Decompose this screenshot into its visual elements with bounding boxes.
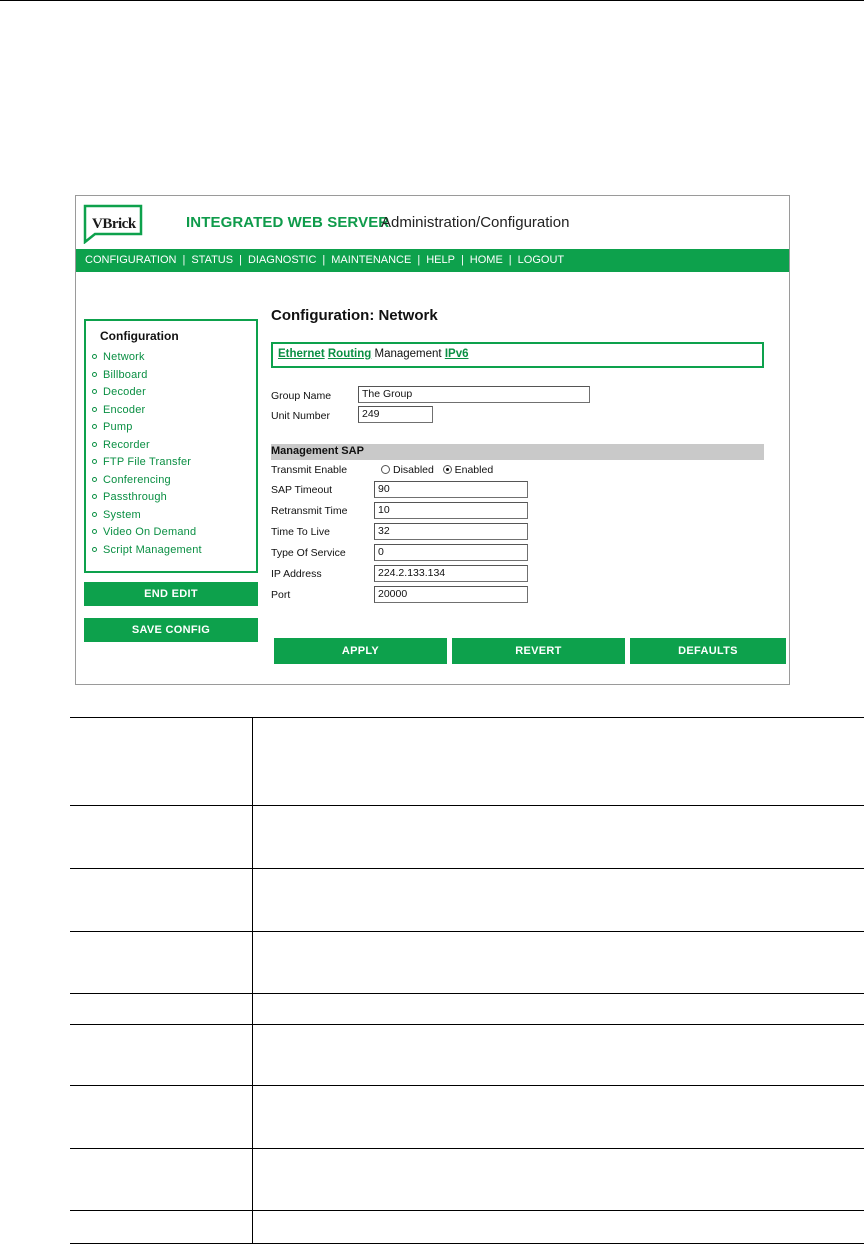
sidebar-title: Configuration <box>100 329 179 343</box>
nav-help[interactable]: HELP <box>426 254 455 266</box>
sidebar-item-pump[interactable]: Pump <box>92 421 202 439</box>
table-row <box>70 806 864 869</box>
sidebar-item-passthrough[interactable]: Passthrough <box>92 491 202 509</box>
sidebar-item-system[interactable]: System <box>92 509 202 527</box>
bullet-icon <box>92 424 97 429</box>
vbrick-logo <box>83 204 143 244</box>
table-row <box>70 994 864 1025</box>
transmit-enabled-option[interactable]: Enabled <box>443 464 494 476</box>
nav-maintenance[interactable]: MAINTENANCE <box>331 254 412 266</box>
app-subtitle: Administration/Configuration <box>381 214 570 231</box>
bullet-icon <box>92 494 97 499</box>
page-title: Configuration: Network <box>271 307 438 324</box>
radio-disabled[interactable] <box>381 465 390 474</box>
radio-enabled[interactable] <box>443 465 452 474</box>
port-label: Port <box>271 589 291 601</box>
transmit-enable-label: Transmit Enable <box>271 464 348 476</box>
logo-text: VBrick <box>92 216 136 232</box>
sidebar-item-ftp-file-transfer[interactable]: FTP File Transfer <box>92 456 202 474</box>
sap-timeout-label: SAP Timeout <box>271 484 333 496</box>
apply-button[interactable]: APPLY <box>274 638 447 664</box>
page-top-rule <box>0 0 864 1</box>
table-row <box>70 932 864 994</box>
defaults-button[interactable]: DEFAULTS <box>630 638 786 664</box>
tab-ipv6[interactable]: IPv6 <box>444 348 469 360</box>
bullet-icon <box>92 529 97 534</box>
config-sidebar <box>84 319 258 573</box>
sidebar-item-script-management[interactable]: Script Management <box>92 544 202 562</box>
sidebar-item-conferencing[interactable]: Conferencing <box>92 474 202 492</box>
retransmit-time-input[interactable]: 10 <box>374 502 528 519</box>
management-sap-header: Management SAP <box>271 444 764 460</box>
sidebar-item-video-on-demand[interactable]: Video On Demand <box>92 526 202 544</box>
config-tabs <box>271 342 764 368</box>
bullet-icon <box>92 407 97 412</box>
sidebar-item-recorder[interactable]: Recorder <box>92 439 202 457</box>
nav-status[interactable]: STATUS <box>191 254 234 266</box>
app-header <box>76 196 789 249</box>
nav-logout[interactable]: LOGOUT <box>517 254 565 266</box>
nav-home[interactable]: HOME <box>469 254 503 266</box>
retransmit-time-label: Retransmit Time <box>271 505 348 517</box>
table-row <box>70 718 864 806</box>
tab-ethernet[interactable]: Ethernet <box>278 348 325 360</box>
table-row <box>70 1086 864 1149</box>
transmit-enable-radio-group <box>381 464 493 476</box>
type-of-service-label: Type Of Service <box>271 547 346 559</box>
table-row <box>70 1211 864 1244</box>
group-name-input[interactable]: The Group <box>358 386 590 403</box>
save-config-button[interactable]: SAVE CONFIG <box>84 618 258 642</box>
table-row <box>70 1025 864 1086</box>
sidebar-item-encoder[interactable]: Encoder <box>92 404 202 422</box>
app-title: INTEGRATED WEB SERVER <box>186 214 390 231</box>
bullet-icon <box>92 459 97 464</box>
sidebar-item-billboard[interactable]: Billboard <box>92 369 202 387</box>
tab-routing[interactable]: Routing <box>327 348 372 360</box>
sidebar-item-decoder[interactable]: Decoder <box>92 386 202 404</box>
sidebar-menu <box>92 351 202 561</box>
unit-number-input[interactable]: 249 <box>358 406 433 423</box>
table-row <box>70 1149 864 1211</box>
nav-configuration[interactable]: CONFIGURATION <box>85 254 177 266</box>
unit-number-label: Unit Number <box>271 410 330 422</box>
transmit-disabled-option[interactable]: Disabled <box>381 464 434 476</box>
sidebar-item-network[interactable]: Network <box>92 351 202 369</box>
ip-address-label: IP Address <box>271 568 322 580</box>
time-to-live-input[interactable]: 32 <box>374 523 528 540</box>
bullet-icon <box>92 547 97 552</box>
time-to-live-label: Time To Live <box>271 526 330 538</box>
top-nav-bar: CONFIGURATION | STATUS | DIAGNOSTIC | MAINTENANCE | HELP | HOME | LOGOUT <box>76 249 789 272</box>
bullet-icon <box>92 354 97 359</box>
bullet-icon <box>92 477 97 482</box>
end-edit-button[interactable]: END EDIT <box>84 582 258 606</box>
nav-diagnostic[interactable]: DIAGNOSTIC <box>247 254 317 266</box>
bullet-icon <box>92 389 97 394</box>
revert-button[interactable]: REVERT <box>452 638 625 664</box>
type-of-service-input[interactable]: 0 <box>374 544 528 561</box>
group-name-label: Group Name <box>271 390 332 402</box>
bullet-icon <box>92 512 97 517</box>
port-input[interactable]: 20000 <box>374 586 528 603</box>
table-row <box>70 869 864 932</box>
bullet-icon <box>92 372 97 377</box>
sap-timeout-input[interactable]: 90 <box>374 481 528 498</box>
screenshot-frame <box>75 195 790 685</box>
ip-address-input[interactable]: 224.2.133.134 <box>374 565 528 582</box>
tab-management: Management <box>374 348 442 360</box>
bullet-icon <box>92 442 97 447</box>
doc-description-table <box>70 717 864 1244</box>
